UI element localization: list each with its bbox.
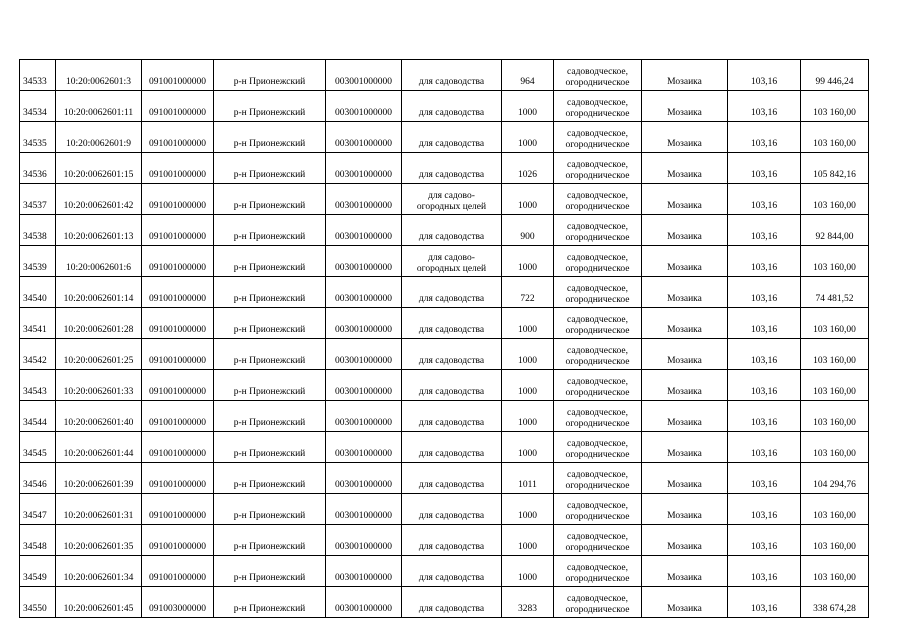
cadastral-value-cell: 105 842,16 [801, 153, 869, 184]
permitted-use-cell-line: для садоводства [418, 139, 485, 149]
permitted-use-cell-line: для садоводства [418, 356, 485, 366]
zone-code-cell: 003001000000 [326, 525, 402, 556]
okato-code-cell: 091001000000 [142, 432, 214, 463]
land-category-cell [554, 494, 642, 525]
permitted-use-cell-line: огородных целей [416, 264, 487, 274]
okato-code-cell: 091001000000 [142, 339, 214, 370]
okato-code-cell: 091001000000 [142, 246, 214, 277]
valuation-zone-cell: Мозаика [642, 494, 728, 525]
land-category-cell-line: огородническое [565, 450, 630, 460]
land-category-cell-line: огородническое [565, 574, 630, 584]
row-number-cell: 34548 [20, 525, 56, 556]
zone-code-cell: 003001000000 [326, 308, 402, 339]
permitted-use-cell [402, 556, 502, 587]
zone-code-cell: 003001000000 [326, 184, 402, 215]
area-cell: 1000 [502, 401, 554, 432]
okato-code-cell: 091001000000 [142, 556, 214, 587]
valuation-zone-cell: Мозаика [642, 308, 728, 339]
zone-code-cell: 003001000000 [326, 463, 402, 494]
specific-value-cell: 103,16 [728, 432, 801, 463]
okato-code-cell: 091001000000 [142, 370, 214, 401]
specific-value-cell: 103,16 [728, 370, 801, 401]
land-category-cell-line: садоводческое, [567, 315, 628, 325]
land-category-cell-line: садоводческое, [567, 160, 628, 170]
land-category-cell [554, 401, 642, 432]
area-cell: 1000 [502, 91, 554, 122]
permitted-use-cell-line: для садоводства [418, 449, 485, 459]
row-number-cell: 34545 [20, 432, 56, 463]
land-category-cell-line: огородническое [565, 171, 630, 181]
table-row [20, 556, 869, 587]
area-cell: 1000 [502, 432, 554, 463]
permitted-use-cell-line: для садоводства [418, 511, 485, 521]
cadastral-number-cell: 10:20:0062601:33 [56, 370, 142, 401]
permitted-use-cell [402, 184, 502, 215]
permitted-use-cell [402, 153, 502, 184]
specific-value-cell: 103,16 [728, 463, 801, 494]
land-category-cell-line: садоводческое, [567, 439, 628, 449]
permitted-use-cell-line: для садоводства [418, 108, 485, 118]
row-number-cell: 34538 [20, 215, 56, 246]
land-category-cell-line: садоводческое, [567, 129, 628, 139]
cadastral-number-cell: 10:20:0062601:44 [56, 432, 142, 463]
valuation-zone-cell: Мозаика [642, 339, 728, 370]
permitted-use-cell [402, 370, 502, 401]
permitted-use-cell-line: для садоводства [418, 573, 485, 583]
row-number-cell: 34549 [20, 556, 56, 587]
specific-value-cell: 103,16 [728, 184, 801, 215]
table-row [20, 525, 869, 556]
area-cell: 1026 [502, 153, 554, 184]
cadastral-number-cell: 10:20:0062601:45 [56, 587, 142, 618]
district-cell: р-н Прионежский [214, 525, 326, 556]
land-category-cell [554, 370, 642, 401]
cadastral-value-cell: 103 160,00 [801, 184, 869, 215]
cadastral-value-cell: 103 160,00 [801, 370, 869, 401]
cadastral-value-cell: 92 844,00 [801, 215, 869, 246]
land-category-cell-line: огородническое [565, 78, 630, 88]
permitted-use-cell-line: для садоводства [418, 170, 485, 180]
land-category-cell [554, 277, 642, 308]
row-number-cell: 34547 [20, 494, 56, 525]
permitted-use-cell-line: для садоводства [418, 542, 485, 552]
permitted-use-cell-line: для садоводства [418, 77, 485, 87]
table-row [20, 184, 869, 215]
area-cell: 722 [502, 277, 554, 308]
land-category-cell-line: огородническое [565, 419, 630, 429]
table-row [20, 122, 869, 153]
permitted-use-cell-line: огородных целей [416, 202, 487, 212]
permitted-use-cell [402, 91, 502, 122]
land-category-cell-line: огородническое [565, 202, 630, 212]
cadastral-value-cell: 103 160,00 [801, 556, 869, 587]
okato-code-cell: 091001000000 [142, 215, 214, 246]
table-row [20, 91, 869, 122]
valuation-zone-cell: Мозаика [642, 184, 728, 215]
permitted-use-cell-line: для садоводства [418, 387, 485, 397]
area-cell: 1000 [502, 556, 554, 587]
district-cell: р-н Прионежский [214, 277, 326, 308]
okato-code-cell: 091001000000 [142, 494, 214, 525]
district-cell: р-н Прионежский [214, 122, 326, 153]
specific-value-cell: 103,16 [728, 339, 801, 370]
specific-value-cell: 103,16 [728, 494, 801, 525]
valuation-zone-cell: Мозаика [642, 525, 728, 556]
land-category-cell-line: садоводческое, [567, 377, 628, 387]
cadastral-number-cell: 10:20:0062601:14 [56, 277, 142, 308]
cadastral-value-cell: 338 674,28 [801, 587, 869, 618]
land-category-cell-line: огородническое [565, 357, 630, 367]
cadastral-value-cell: 104 294,76 [801, 463, 869, 494]
district-cell: р-н Прионежский [214, 246, 326, 277]
land-category-cell-line: садоводческое, [567, 470, 628, 480]
land-category-cell-line: садоводческое, [567, 346, 628, 356]
cadastral-number-cell: 10:20:0062601:3 [56, 60, 142, 91]
zone-code-cell: 003001000000 [326, 277, 402, 308]
permitted-use-cell-line: для садово- [428, 191, 475, 201]
land-category-cell-line: огородническое [565, 481, 630, 491]
table-row [20, 153, 869, 184]
area-cell: 1000 [502, 308, 554, 339]
land-category-cell [554, 339, 642, 370]
permitted-use-cell [402, 401, 502, 432]
cadastral-value-cell: 103 160,00 [801, 91, 869, 122]
area-cell: 900 [502, 215, 554, 246]
permitted-use-cell [402, 308, 502, 339]
land-category-cell-line: огородническое [565, 543, 630, 553]
specific-value-cell: 103,16 [728, 277, 801, 308]
valuation-zone-cell: Мозаика [642, 401, 728, 432]
district-cell: р-н Прионежский [214, 60, 326, 91]
zone-code-cell: 003001000000 [326, 494, 402, 525]
zone-code-cell: 003001000000 [326, 587, 402, 618]
permitted-use-cell-line: для садоводства [418, 325, 485, 335]
okato-code-cell: 091001000000 [142, 463, 214, 494]
okato-code-cell: 091001000000 [142, 525, 214, 556]
land-category-cell [554, 215, 642, 246]
cadastral-value-cell: 103 160,00 [801, 432, 869, 463]
land-category-cell-line: огородническое [565, 512, 630, 522]
permitted-use-cell [402, 277, 502, 308]
district-cell: р-н Прионежский [214, 556, 326, 587]
specific-value-cell: 103,16 [728, 215, 801, 246]
zone-code-cell: 003001000000 [326, 401, 402, 432]
land-category-cell-line: огородническое [565, 388, 630, 398]
land-category-cell [554, 184, 642, 215]
cadastral-number-cell: 10:20:0062601:25 [56, 339, 142, 370]
okato-code-cell: 091003000000 [142, 587, 214, 618]
land-category-cell-line: садоводческое, [567, 408, 628, 418]
cadastral-value-cell: 99 446,24 [801, 60, 869, 91]
permitted-use-cell-line: для садоводства [418, 418, 485, 428]
zone-code-cell: 003001000000 [326, 153, 402, 184]
table-row [20, 401, 869, 432]
row-number-cell: 34541 [20, 308, 56, 339]
land-category-cell [554, 432, 642, 463]
okato-code-cell: 091001000000 [142, 308, 214, 339]
district-cell: р-н Прионежский [214, 339, 326, 370]
row-number-cell: 34544 [20, 401, 56, 432]
permitted-use-cell-line: для садоводства [418, 604, 485, 614]
table-row [20, 494, 869, 525]
cadastral-value-cell: 103 160,00 [801, 122, 869, 153]
cadastral-number-cell: 10:20:0062601:28 [56, 308, 142, 339]
permitted-use-cell [402, 525, 502, 556]
area-cell: 1000 [502, 494, 554, 525]
table-row [20, 587, 869, 618]
row-number-cell: 34536 [20, 153, 56, 184]
area-cell: 964 [502, 60, 554, 91]
land-category-cell-line: садоводческое, [567, 594, 628, 604]
land-category-cell [554, 153, 642, 184]
specific-value-cell: 103,16 [728, 308, 801, 339]
cadastral-number-cell: 10:20:0062601:35 [56, 525, 142, 556]
permitted-use-cell [402, 587, 502, 618]
land-category-cell [554, 122, 642, 153]
valuation-zone-cell: Мозаика [642, 153, 728, 184]
specific-value-cell: 103,16 [728, 525, 801, 556]
row-number-cell: 34539 [20, 246, 56, 277]
land-category-cell-line: садоводческое, [567, 284, 628, 294]
land-category-cell-line: садоводческое, [567, 98, 628, 108]
permitted-use-cell-line: для садово- [428, 253, 475, 263]
area-cell: 1000 [502, 525, 554, 556]
land-category-cell-line: огородническое [565, 109, 630, 119]
district-cell: р-н Прионежский [214, 401, 326, 432]
land-category-cell-line: садоводческое, [567, 222, 628, 232]
specific-value-cell: 103,16 [728, 587, 801, 618]
cadastral-value-cell: 103 160,00 [801, 308, 869, 339]
land-category-cell-line: огородническое [565, 295, 630, 305]
permitted-use-cell-line: для садоводства [418, 480, 485, 490]
land-valuation-table [19, 59, 869, 618]
specific-value-cell: 103,16 [728, 91, 801, 122]
table-row [20, 215, 869, 246]
cadastral-number-cell: 10:20:0062601:11 [56, 91, 142, 122]
permitted-use-cell [402, 339, 502, 370]
okato-code-cell: 091001000000 [142, 277, 214, 308]
permitted-use-cell [402, 463, 502, 494]
cadastral-value-cell: 103 160,00 [801, 339, 869, 370]
zone-code-cell: 003001000000 [326, 339, 402, 370]
cadastral-number-cell: 10:20:0062601:13 [56, 215, 142, 246]
land-category-cell-line: огородническое [565, 605, 630, 615]
land-category-cell [554, 60, 642, 91]
land-category-cell-line: садоводческое, [567, 67, 628, 77]
permitted-use-cell [402, 215, 502, 246]
permitted-use-cell [402, 494, 502, 525]
land-category-cell-line: огородническое [565, 264, 630, 274]
land-category-cell-line: садоводческое, [567, 501, 628, 511]
district-cell: р-н Прионежский [214, 587, 326, 618]
table-row [20, 463, 869, 494]
valuation-zone-cell: Мозаика [642, 60, 728, 91]
permitted-use-cell [402, 246, 502, 277]
area-cell: 1000 [502, 122, 554, 153]
area-cell: 1000 [502, 184, 554, 215]
zone-code-cell: 003001000000 [326, 556, 402, 587]
table-row [20, 370, 869, 401]
zone-code-cell: 003001000000 [326, 370, 402, 401]
land-category-cell-line: огородническое [565, 326, 630, 336]
district-cell: р-н Прионежский [214, 494, 326, 525]
district-cell: р-н Прионежский [214, 463, 326, 494]
valuation-zone-cell: Мозаика [642, 556, 728, 587]
specific-value-cell: 103,16 [728, 401, 801, 432]
district-cell: р-н Прионежский [214, 432, 326, 463]
permitted-use-cell [402, 60, 502, 91]
specific-value-cell: 103,16 [728, 153, 801, 184]
table-row [20, 308, 869, 339]
cadastral-value-cell: 103 160,00 [801, 494, 869, 525]
row-number-cell: 34534 [20, 91, 56, 122]
cadastral-number-cell: 10:20:0062601:6 [56, 246, 142, 277]
district-cell: р-н Прионежский [214, 370, 326, 401]
area-cell: 3283 [502, 587, 554, 618]
district-cell: р-н Прионежский [214, 184, 326, 215]
land-category-cell [554, 525, 642, 556]
valuation-zone-cell: Мозаика [642, 587, 728, 618]
cadastral-value-cell: 74 481,52 [801, 277, 869, 308]
area-cell: 1000 [502, 246, 554, 277]
cadastral-value-cell: 103 160,00 [801, 246, 869, 277]
table-row [20, 60, 869, 91]
land-category-cell-line: садоводческое, [567, 191, 628, 201]
cadastral-number-cell: 10:20:0062601:39 [56, 463, 142, 494]
land-category-cell-line: садоводческое, [567, 253, 628, 263]
land-category-cell [554, 556, 642, 587]
valuation-zone-cell: Мозаика [642, 463, 728, 494]
cadastral-number-cell: 10:20:0062601:42 [56, 184, 142, 215]
okato-code-cell: 091001000000 [142, 60, 214, 91]
valuation-zone-cell: Мозаика [642, 432, 728, 463]
permitted-use-cell [402, 122, 502, 153]
cadastral-number-cell: 10:20:0062601:40 [56, 401, 142, 432]
table-row [20, 432, 869, 463]
land-category-cell-line: огородническое [565, 233, 630, 243]
area-cell: 1000 [502, 370, 554, 401]
district-cell: р-н Прионежский [214, 215, 326, 246]
specific-value-cell: 103,16 [728, 60, 801, 91]
cadastral-number-cell: 10:20:0062601:34 [56, 556, 142, 587]
area-cell: 1000 [502, 339, 554, 370]
table-row [20, 339, 869, 370]
district-cell: р-н Прионежский [214, 91, 326, 122]
row-number-cell: 34543 [20, 370, 56, 401]
permitted-use-cell-line: для садоводства [418, 232, 485, 242]
district-cell: р-н Прионежский [214, 308, 326, 339]
okato-code-cell: 091001000000 [142, 122, 214, 153]
valuation-zone-cell: Мозаика [642, 122, 728, 153]
zone-code-cell: 003001000000 [326, 432, 402, 463]
valuation-zone-cell: Мозаика [642, 215, 728, 246]
area-cell: 1011 [502, 463, 554, 494]
specific-value-cell: 103,16 [728, 246, 801, 277]
okato-code-cell: 091001000000 [142, 91, 214, 122]
land-category-cell [554, 246, 642, 277]
row-number-cell: 34546 [20, 463, 56, 494]
valuation-zone-cell: Мозаика [642, 246, 728, 277]
row-number-cell: 34550 [20, 587, 56, 618]
specific-value-cell: 103,16 [728, 122, 801, 153]
land-category-cell [554, 91, 642, 122]
specific-value-cell: 103,16 [728, 556, 801, 587]
zone-code-cell: 003001000000 [326, 91, 402, 122]
row-number-cell: 34540 [20, 277, 56, 308]
okato-code-cell: 091001000000 [142, 153, 214, 184]
cadastral-number-cell: 10:20:0062601:15 [56, 153, 142, 184]
table-row [20, 277, 869, 308]
land-category-cell-line: садоводческое, [567, 563, 628, 573]
cadastral-number-cell: 10:20:0062601:31 [56, 494, 142, 525]
cadastral-number-cell: 10:20:0062601:9 [56, 122, 142, 153]
row-number-cell: 34535 [20, 122, 56, 153]
row-number-cell: 34537 [20, 184, 56, 215]
zone-code-cell: 003001000000 [326, 246, 402, 277]
cadastral-value-cell: 103 160,00 [801, 525, 869, 556]
district-cell: р-н Прионежский [214, 153, 326, 184]
valuation-zone-cell: Мозаика [642, 91, 728, 122]
zone-code-cell: 003001000000 [326, 215, 402, 246]
permitted-use-cell-line: для садоводства [418, 294, 485, 304]
cadastral-value-cell: 103 160,00 [801, 401, 869, 432]
zone-code-cell: 003001000000 [326, 122, 402, 153]
valuation-zone-cell: Мозаика [642, 370, 728, 401]
land-category-cell [554, 587, 642, 618]
row-number-cell: 34533 [20, 60, 56, 91]
valuation-zone-cell: Мозаика [642, 277, 728, 308]
land-category-cell-line: огородническое [565, 140, 630, 150]
okato-code-cell: 091001000000 [142, 184, 214, 215]
table-row [20, 246, 869, 277]
land-category-cell [554, 463, 642, 494]
table-body [20, 60, 869, 618]
land-category-cell-line: садоводческое, [567, 532, 628, 542]
row-number-cell: 34542 [20, 339, 56, 370]
zone-code-cell: 003001000000 [326, 60, 402, 91]
permitted-use-cell [402, 432, 502, 463]
land-category-cell [554, 308, 642, 339]
okato-code-cell: 091001000000 [142, 401, 214, 432]
